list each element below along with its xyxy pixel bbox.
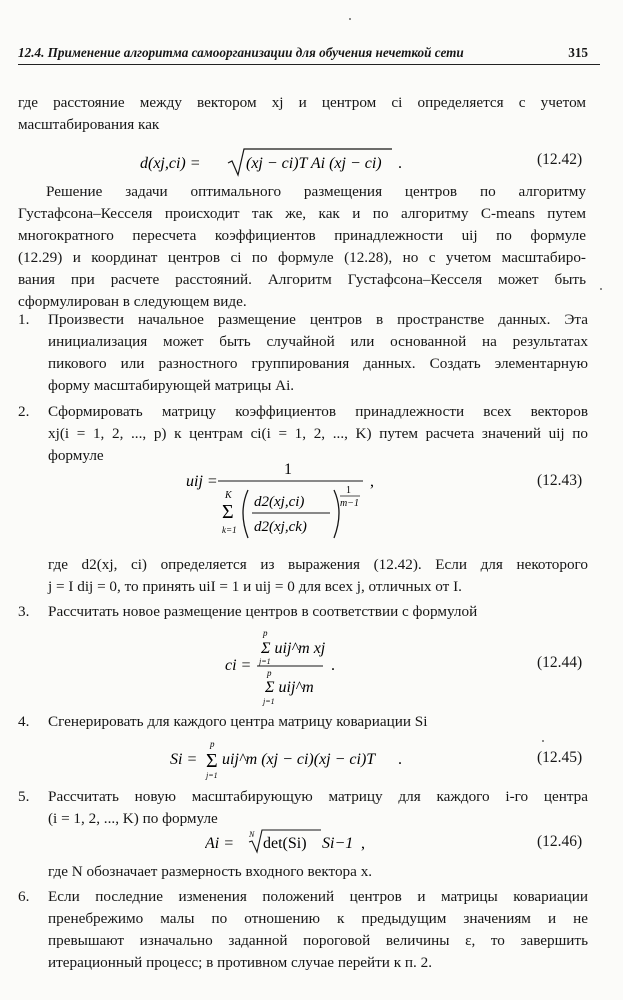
step-body xyxy=(48,309,588,397)
formula-12-45 xyxy=(170,738,500,782)
step-line: j = I dij = 0, то принять uiI = 1 и uij = 0 для всех j, отличных от I. xyxy=(48,578,462,595)
paragraph-line: сформулирован в следующем виде. xyxy=(18,293,247,310)
equation-12-46 xyxy=(0,828,623,860)
sum-lower: k=1 xyxy=(222,525,237,535)
step-line: Рассчитать новую масштабирующую матрицу для каждого i-го центра xyxy=(48,788,588,805)
eq42-lhs: d(xj,ci) = xyxy=(140,155,201,172)
inner-denominator: d2(xj,ck) xyxy=(254,519,307,535)
sum-sign: Σ xyxy=(222,501,234,523)
formula-12-43 xyxy=(180,456,480,548)
paragraph-line: вания при расчете расстояний. Алгоритм Густафсона–Кесселя может быть xyxy=(18,271,586,288)
formula-12-46 xyxy=(205,828,445,860)
right-paren xyxy=(334,490,339,538)
step-body xyxy=(48,601,588,623)
step-line: пикового или разностного группирования данных. Создать элементарную xyxy=(48,355,588,372)
eq-number-12-46: (12.46) xyxy=(537,833,583,850)
step-line: где N обозначает размерность входного вектора x. xyxy=(48,863,373,880)
step-number: 2. xyxy=(18,403,30,420)
step-line: формуле xyxy=(48,447,104,464)
exponent-numerator: 1 xyxy=(346,485,351,496)
sum-upper: p xyxy=(210,739,215,749)
step-line: инициализация может быть случайной или основанной на результатах xyxy=(48,333,588,350)
step-line: Сформировать матрицу коэффициентов принадлежности всех векторов xyxy=(48,403,588,420)
speck xyxy=(600,288,602,290)
sum-lower: j=1 xyxy=(259,657,271,666)
step-line: xj(i = 1, 2, ..., p) к центрам ci(i = 1, 2, ..., K) путем расчета значений uij по xyxy=(48,425,588,442)
formula-12-44 xyxy=(225,626,425,710)
step-body xyxy=(48,886,588,974)
eq-number-12-44: (12.44) xyxy=(537,654,583,671)
eq45-period: . xyxy=(398,751,402,768)
eq44-denominator: Σ uij^m xyxy=(265,679,314,696)
eq45-lhs: Si = xyxy=(170,751,198,768)
inner-numerator: d2(xj,ci) xyxy=(254,494,305,510)
step-line: Если последние изменения положений центров и матрицы ковариации xyxy=(48,888,588,905)
step-number: 1. xyxy=(18,311,30,328)
sum-lower: j=1 xyxy=(206,771,218,780)
paragraph-line: Решение задачи оптимального размещения центров по алгоритму xyxy=(46,183,586,200)
step-body xyxy=(48,711,588,733)
step-3 xyxy=(18,601,588,623)
eq44-period: . xyxy=(331,657,335,674)
eq46-comma: , xyxy=(361,835,365,852)
exponent-denominator: m−1 xyxy=(340,498,359,509)
eq45-rhs: uij^m (xj − ci)(xj − ci)T xyxy=(222,751,376,768)
step-5-continuation xyxy=(18,861,588,883)
equation-12-45 xyxy=(0,738,623,782)
paragraph-line: (12.29) и координат центров ci по формуле (12.28), но с учетом масштабиро- xyxy=(18,249,586,266)
step-4 xyxy=(18,711,588,733)
intro-line-2: масштабирования как xyxy=(18,116,160,133)
sum-sign: Σ xyxy=(206,750,218,772)
sum-upper: p xyxy=(263,628,268,638)
root-index: N xyxy=(249,830,255,839)
paragraph xyxy=(18,181,586,313)
paragraph-line: Густафсона–Кесселя происходит так же, как и по алгоритму C-means путем xyxy=(18,205,586,222)
intro-line-1: где расстояние между вектором xj и центром ci определяется с учетом xyxy=(18,94,586,111)
step-line: Произвести начальное размещение центров в пространстве данных. Эта xyxy=(48,311,588,328)
eq-number-12-42: (12.42) xyxy=(537,151,583,168)
step-body xyxy=(48,861,588,883)
header-title: 12.4. Применение алгоритма самоорганизации для обучения нечеткой сети xyxy=(18,45,464,60)
eq46-radicand: det(Si) xyxy=(263,835,307,852)
step-line: Рассчитать новое размещение центров в соответствии с формулой xyxy=(48,603,478,620)
eq-number-12-43: (12.43) xyxy=(537,472,583,489)
step-number: 3. xyxy=(18,603,30,620)
running-header xyxy=(18,42,600,65)
paragraph-line: многократного пересчета коэффициентов принадлежности uij по формуле xyxy=(18,227,586,244)
step-1 xyxy=(18,309,588,397)
step-number: 4. xyxy=(18,713,30,730)
eq46-tail: Si−1 xyxy=(322,835,354,852)
eq46-lhs: Ai = xyxy=(205,835,235,852)
step-line: где d2(xj, ci) определяется из выражения (12.42). Если для некоторого xyxy=(48,556,588,573)
equation-12-43 xyxy=(0,456,623,548)
formula-12-42 xyxy=(140,146,560,180)
step-line: форму масштабирующей матрицы Ai. xyxy=(48,377,295,394)
step-line: пренебрежимо малы по отношению к предыдущим значениям и не xyxy=(48,910,588,927)
step-number: 5. xyxy=(18,788,30,805)
step-line: превышают изначально заданной пороговой величины ε, то завершить xyxy=(48,932,588,949)
step-6 xyxy=(18,886,588,974)
step-line: итерационный процесс; в противном случае перейти к п. 2. xyxy=(48,954,433,971)
page-number: 315 xyxy=(568,45,588,60)
eq43-comma: , xyxy=(370,473,374,490)
step-number: 6. xyxy=(18,888,30,905)
equation-12-42 xyxy=(0,146,623,176)
equation-12-44 xyxy=(0,626,623,710)
eq43-lhs: uij = xyxy=(186,473,218,490)
sum-lower: j=1 xyxy=(263,697,275,706)
eq42-period: . xyxy=(398,155,402,172)
speck xyxy=(349,18,351,20)
sum-upper: p xyxy=(267,668,272,678)
step-body xyxy=(48,786,588,830)
eq44-numerator: Σ uij^m xj xyxy=(261,640,326,657)
eq43-numerator: 1 xyxy=(284,461,292,478)
eq42-radicand: (xj − ci)T Ai (xj − ci) xyxy=(246,155,382,172)
step-5 xyxy=(18,786,588,830)
intro-text xyxy=(18,92,586,136)
eq-number-12-45: (12.45) xyxy=(537,749,583,766)
sum-upper: K xyxy=(225,490,232,501)
left-paren xyxy=(243,490,248,538)
eq44-lhs: ci = xyxy=(225,657,252,674)
step-body xyxy=(48,554,588,598)
step-2-continuation xyxy=(18,554,588,598)
step-line: (i = 1, 2, ..., K) по формуле xyxy=(48,810,218,827)
step-line: Сгенерировать для каждого центра матрицу ковариации Si xyxy=(48,713,428,730)
